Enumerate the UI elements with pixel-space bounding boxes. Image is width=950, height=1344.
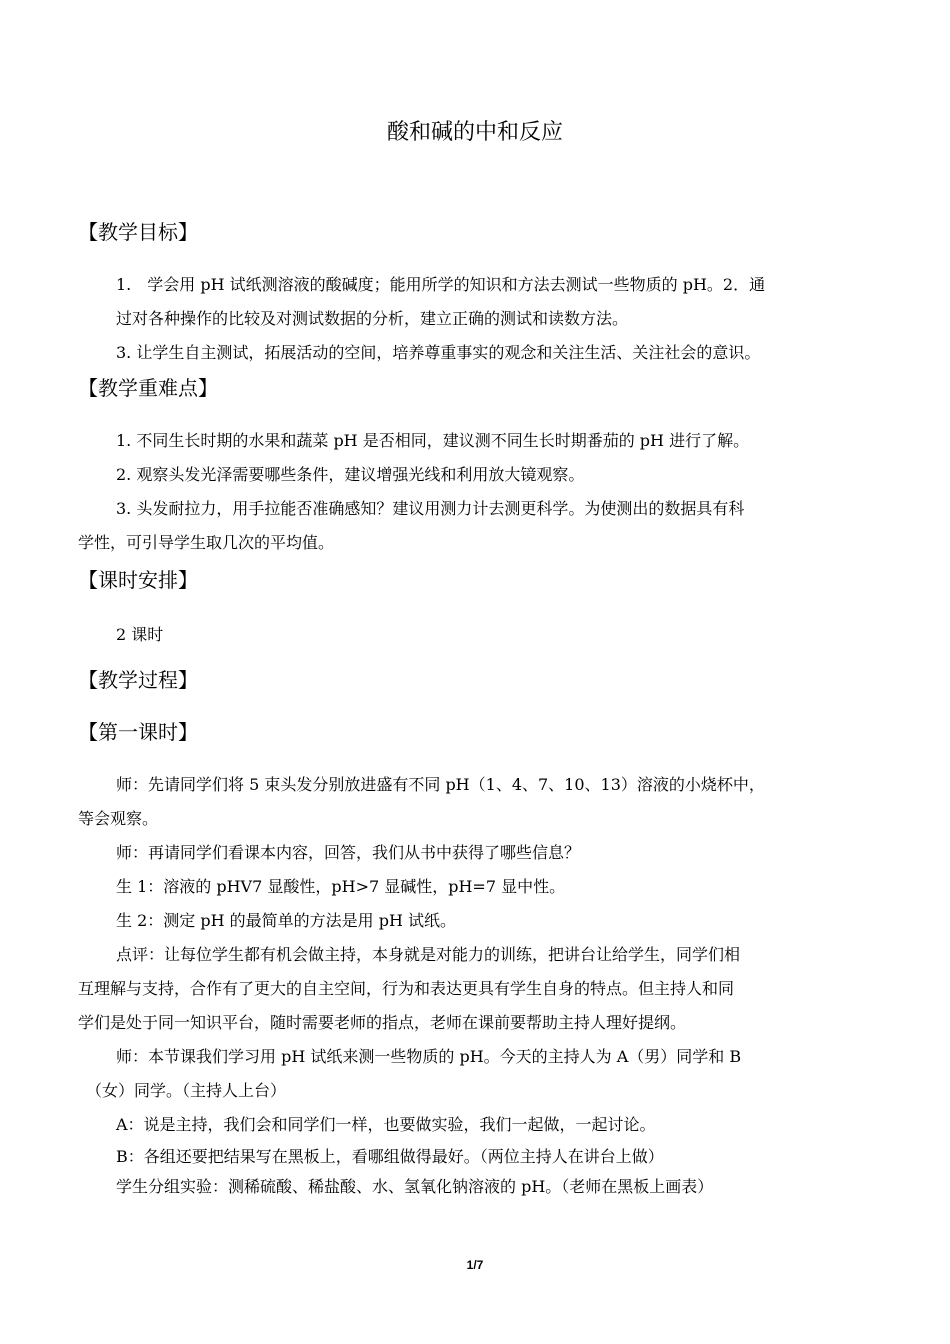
goals-heading: 【教学目标】 (78, 220, 198, 244)
key-point-line: 1. 不同生长时期的水果和蔬菜 pH 是否相同，建议测不同生长时期番茄的 pH 进行了解。 (116, 431, 750, 450)
lesson-line: 点评：让每位学生都有机会做主持，本身就是对能力的训练，把讲台让给学生，同学们相 (116, 945, 741, 964)
key-point-line: 2. 观察头发光泽需要哪些条件，建议增强光线和利用放大镜观察。 (116, 465, 585, 484)
lesson-line: 互理解与支持，合作有了更大的自主空间，行为和表达更具有学生自身的特点。但主持人和同 (78, 979, 735, 998)
key-point-line: 3. 头发耐拉力，用手拉能否准确感知？建议用测力计去测更科学。为使测出的数据具有科 (116, 499, 745, 518)
schedule-paragraph (78, 618, 878, 652)
goals-line: 1. 学会用 pH 试纸测溶液的酸碱度；能用所学的知识和方法去测试一些物质的 pH。2．通 (116, 275, 766, 294)
key-points-heading: 【教学重难点】 (78, 376, 218, 400)
lesson-line: 师：先请同学们将 5 束头发分别放进盛有不同 pH（1、4、7、10、13）溶液的小烧杯中， (116, 775, 765, 794)
lesson-line: 等会观察。 (78, 809, 159, 828)
goals-line: 过对各种操作的比较及对测试数据的分析，建立正确的测试和读数方法。 (116, 309, 629, 328)
lesson-line: （女）同学。（主持人上台） (86, 1081, 287, 1100)
process-heading: 【教学过程】 (78, 668, 198, 692)
goals-line: 3. 让学生自主测试，拓展活动的空间，培养尊重事实的观念和关注生活、关注社会的意识。 (116, 343, 761, 362)
schedule-text: 2 课时 (116, 625, 164, 644)
document-title: 酸和碱的中和反应 (386, 120, 563, 145)
lesson-line: 生 1：溶液的 pHV7 显酸性，pH>7 显碱性，pH=7 显中性。 (116, 877, 566, 896)
lesson-line: 学生分组实验：测稀硫酸、稀盐酸、水、氢氧化钠溶液的 pH。（老师在黑板上画表） (116, 1177, 714, 1196)
page-number: 1/7 (466, 1258, 484, 1272)
lesson-line: 生 2：测定 pH 的最简单的方法是用 pH 试纸。 (116, 911, 457, 930)
lesson-line: B：各组还要把结果写在黑板上，看哪组做得最好。（两位主持人在讲台上做） (116, 1147, 664, 1166)
first-lesson-paragraph (78, 768, 878, 1202)
key-point-line: 学性，可引导学生取几次的平均值。 (78, 533, 335, 552)
key-points-paragraph (78, 424, 878, 560)
lesson-line: 师：再请同学们看课本内容，回答，我们从书中获得了哪些信息？ (116, 843, 581, 862)
schedule-heading: 【课时安排】 (78, 568, 198, 592)
lesson-line: 师：本节课我们学习用 pH 试纸来测一些物质的 pH。今天的主持人为 A（男）同学和 B (116, 1047, 742, 1066)
lesson-line: 学们是处于同一知识平台，随时需要老师的指点，老师在课前要帮助主持人理好提纲。 (78, 1013, 687, 1032)
lesson-line: A：说是主持，我们会和同学们一样，也要做实验，我们一起做，一起讨论。 (116, 1115, 656, 1134)
goals-paragraph (78, 268, 878, 370)
first-lesson-heading: 【第一课时】 (78, 720, 198, 744)
